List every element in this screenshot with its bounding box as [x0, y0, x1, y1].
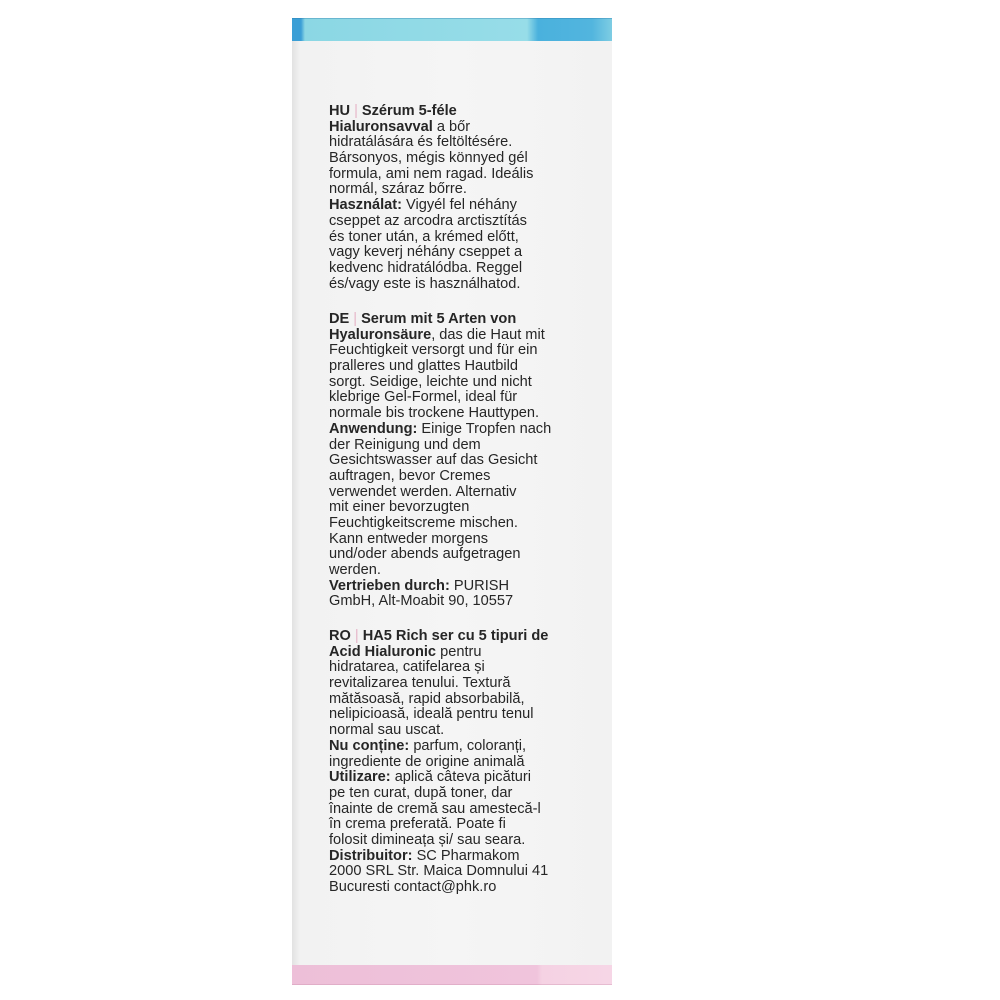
text-line: [329, 880, 599, 896]
body-text: nelipicioasă, ideală pentru tenul: [329, 706, 534, 723]
text-line: [329, 214, 599, 230]
text-line: [329, 833, 599, 849]
bold-text: Hyaluronsäure: [329, 326, 432, 343]
box-bottom-band: [292, 965, 612, 985]
body-text: mătăsoasă, rapid absorbabilă,: [329, 690, 525, 707]
body-text: Bucuresti contact@phk.ro: [329, 879, 497, 895]
text-line: [329, 182, 599, 198]
language-code: DE: [329, 311, 350, 327]
text-line: [329, 547, 599, 563]
body-text: , das die Haut mit: [431, 326, 545, 343]
text-line: [329, 359, 599, 375]
panel-hu: [329, 104, 599, 292]
text-line: [329, 167, 599, 183]
body-text: pralleres und glattes Hautbild: [329, 358, 519, 375]
bold-text: Nu conține:: [329, 737, 410, 754]
body-text: auftragen, bevor Cremes: [329, 467, 491, 484]
body-text: Gesichtswasser auf das Gesicht: [329, 452, 538, 469]
body-text: în crema preferată. Poate fi: [329, 816, 506, 833]
body-text: Bársonyos, mégis könnyed gél: [329, 150, 528, 167]
bold-text: Hialuronsavval: [329, 118, 433, 135]
text-line: [329, 660, 599, 676]
text-line: [329, 723, 599, 739]
text-line: [329, 120, 599, 136]
body-text: normale bis trockene Hauttypen.: [329, 405, 540, 422]
text-line: [329, 676, 599, 692]
text-line: [329, 277, 599, 293]
body-text: werden.: [329, 562, 381, 578]
bold-text: Utilizare:: [329, 769, 391, 786]
body-text: sorgt. Seidige, leichte und nicht: [329, 373, 532, 390]
text-line: [329, 104, 599, 120]
text-line: [329, 485, 599, 501]
text-line: [329, 453, 599, 469]
text-line: [329, 817, 599, 833]
bold-text: Serum mit 5 Arten von: [361, 311, 517, 327]
bold-text: Distribuitor:: [329, 847, 413, 864]
text-line: [329, 516, 599, 532]
body-text: Einige Tropfen nach: [417, 420, 552, 437]
text-line: [329, 579, 599, 595]
text-line: [329, 770, 599, 786]
body-text: a bőr: [432, 118, 471, 135]
box-top-band: [292, 18, 612, 41]
language-code: RO: [329, 628, 351, 644]
bold-text: Anwendung:: [329, 420, 418, 437]
text-line: [329, 645, 599, 661]
body-text: der Reinigung und dem: [329, 436, 481, 453]
body-text: PURISH: [449, 577, 510, 594]
text-line: [329, 261, 599, 277]
text-line: [329, 802, 599, 818]
text-line: [329, 198, 599, 214]
text-line: [329, 328, 599, 344]
body-text: folosit dimineața și/ sau seara.: [329, 831, 526, 848]
body-text: verwendet werden. Alternativ: [329, 483, 517, 500]
body-text: ingrediente de origine animală: [329, 753, 525, 770]
language-code: HU: [329, 103, 351, 119]
body-text: és/vagy este is használhatod.: [329, 275, 521, 292]
body-text: hidratálására és feltöltésére.: [329, 134, 513, 151]
text-line: [329, 438, 599, 454]
body-text: 2000 SRL Str. Maica Domnului 41: [329, 863, 549, 880]
body-text: Feuchtigkeitscreme mischen.: [329, 514, 518, 531]
body-text: klebrige Gel-Formel, ideal für: [329, 389, 518, 406]
text-line: [329, 469, 599, 485]
bold-text: HA5 Rich ser cu 5 tipuri de: [362, 628, 549, 644]
text-line: [329, 375, 599, 391]
product-box: [292, 18, 612, 985]
body-text: parfum, coloranți,: [409, 737, 527, 754]
text-line: [329, 629, 599, 645]
body-text: GmbH, Alt-Moabit 90, 10557: [329, 593, 514, 610]
text-line: [329, 406, 599, 422]
body-text: Vigyél fel néhány: [402, 197, 517, 214]
text-line: [329, 849, 599, 865]
bold-text: Vertrieben durch:: [329, 577, 450, 594]
body-text: revitalizarea tenului. Textură: [329, 675, 511, 692]
text-line: [329, 312, 599, 328]
bold-text: Szérum 5-féle: [361, 103, 457, 119]
text-line: [329, 135, 599, 151]
bold-text: Acid Hialuronic: [329, 643, 437, 660]
body-text: normál, száraz bőrre.: [329, 181, 467, 198]
body-text: pe ten curat, după toner, dar: [329, 784, 513, 801]
language-separator: |: [353, 311, 358, 327]
body-text: aplică câteva picături: [390, 769, 531, 786]
text-line: [329, 707, 599, 723]
body-text: înainte de cremă sau amestecă-l: [329, 800, 541, 817]
body-text: hidratarea, catifelarea și: [329, 659, 485, 676]
text-line: [329, 500, 599, 516]
body-text: kedvenc hidratálódba. Reggel: [329, 259, 523, 276]
bold-text: Használat:: [329, 197, 402, 214]
body-text: és toner után, a krémed előtt,: [329, 228, 519, 245]
text-line: [329, 755, 599, 771]
text-line: [329, 532, 599, 548]
body-text: Feuchtigkeit versorgt und für ein: [329, 342, 538, 359]
body-text: formula, ami nem ragad. Ideális: [329, 165, 534, 182]
text-line: [329, 230, 599, 246]
text-line: [329, 343, 599, 359]
body-text: mit einer bevorzugten: [329, 499, 470, 516]
body-text: SC Pharmakom: [412, 847, 520, 864]
language-separator: |: [354, 103, 358, 119]
text-line: [329, 739, 599, 755]
panel-de: [329, 312, 599, 610]
text-line: [329, 151, 599, 167]
body-text: und/oder abends aufgetragen: [329, 546, 521, 563]
text-line: [329, 245, 599, 261]
text-line: [329, 563, 599, 579]
language-separator: |: [354, 628, 359, 644]
text-line: [329, 786, 599, 802]
body-text: Kann entweder morgens: [329, 530, 489, 547]
body-text: cseppet az arcodra arctisztítás: [329, 212, 527, 229]
text-line: [329, 692, 599, 708]
body-text: pentru: [436, 643, 482, 660]
text-line: [329, 422, 599, 438]
body-text: normal sau uscat.: [329, 722, 445, 739]
text-line: [329, 864, 599, 880]
panel-ro: [329, 629, 599, 896]
text-line: [329, 594, 599, 610]
text-line: [329, 390, 599, 406]
body-text: vagy keverj néhány cseppet a: [329, 244, 523, 261]
